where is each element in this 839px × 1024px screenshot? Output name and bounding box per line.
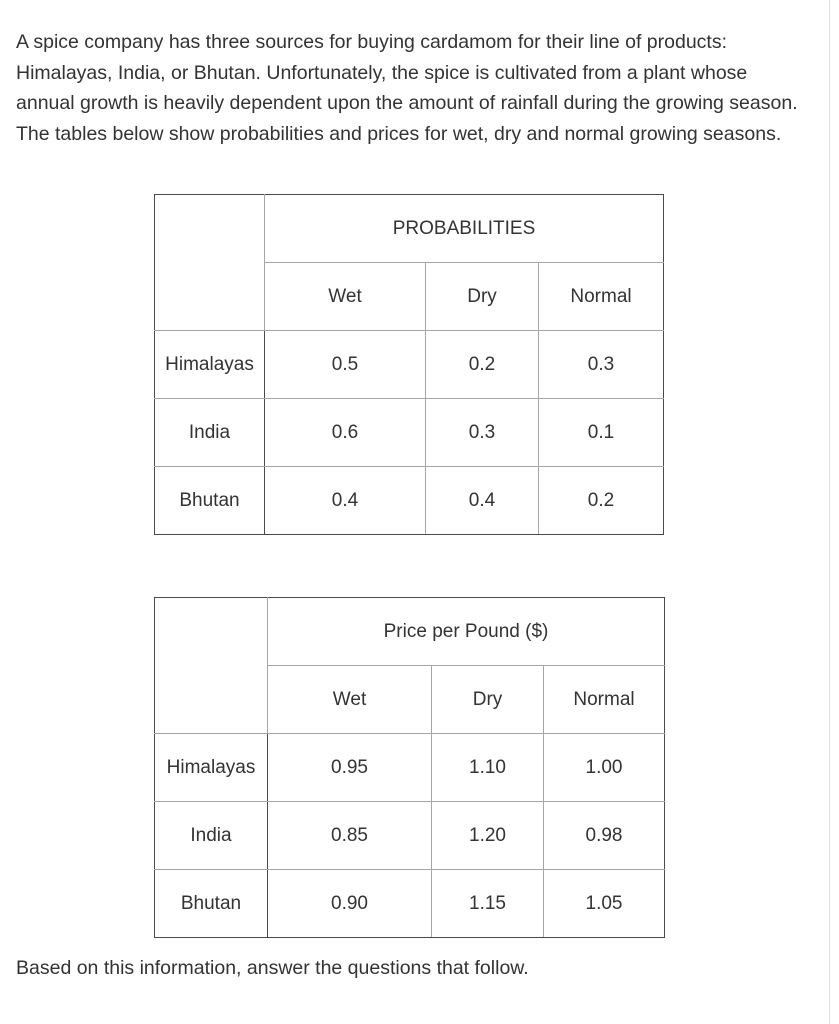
table-cell: 0.98 — [544, 802, 665, 870]
table-row — [155, 399, 664, 467]
row-label-india: India — [155, 399, 265, 467]
probabilities-title: PROBABILITIES — [265, 195, 664, 263]
table-row — [155, 598, 665, 666]
table-row — [155, 467, 664, 535]
table-cell: 0.2 — [426, 331, 539, 399]
table-cell: 1.00 — [544, 734, 665, 802]
table-cell: 0.6 — [265, 399, 426, 467]
row-label-bhutan: Bhutan — [155, 467, 265, 535]
table-row — [155, 734, 665, 802]
table-cell: 0.2 — [539, 467, 664, 535]
probabilities-table — [154, 194, 664, 535]
table-cell: 1.15 — [432, 870, 544, 938]
row-label-himalayas: Himalayas — [155, 734, 268, 802]
table-cell: 0.95 — [268, 734, 432, 802]
table-row — [155, 870, 665, 938]
table-cell: 0.5 — [265, 331, 426, 399]
table-cell: 0.4 — [265, 467, 426, 535]
table-cell: 1.05 — [544, 870, 665, 938]
row-label-himalayas: Himalayas — [155, 331, 265, 399]
column-header-dry: Dry — [432, 666, 544, 734]
column-header-normal: Normal — [539, 263, 664, 331]
table-cell: 0.1 — [539, 399, 664, 467]
table-row — [155, 802, 665, 870]
row-label-india: India — [155, 802, 268, 870]
column-header-wet: Wet — [268, 666, 432, 734]
price-title: Price per Pound ($) — [268, 598, 665, 666]
table-cell: 1.20 — [432, 802, 544, 870]
table-row — [155, 195, 664, 263]
column-header-normal: Normal — [544, 666, 665, 734]
outro-paragraph: Based on this information, answer the questions that follow. — [16, 957, 529, 979]
table-corner-cell — [155, 195, 265, 331]
content-right-border — [829, 0, 830, 1024]
table-cell: 0.90 — [268, 870, 432, 938]
table-cell: 1.10 — [432, 734, 544, 802]
table-cell: 0.4 — [426, 467, 539, 535]
table-cell: 0.85 — [268, 802, 432, 870]
table-cell: 0.3 — [426, 399, 539, 467]
row-label-bhutan: Bhutan — [155, 870, 268, 938]
column-header-wet: Wet — [265, 263, 426, 331]
table-cell: 0.3 — [539, 331, 664, 399]
table-row — [155, 331, 664, 399]
table-corner-cell — [155, 598, 268, 734]
price-table — [154, 597, 665, 938]
column-header-dry: Dry — [426, 263, 539, 331]
intro-paragraph: A spice company has three sources for buying cardamom for their line of products: Himalayas, India, or Bhutan. Unfortunately, the spice is cultivated from a plant whose annual growth is heavily dependent upon the amount of rainfall during the growing season. The tables below show probabilities and prices for wet, dry and normal growing seasons. — [16, 31, 798, 146]
